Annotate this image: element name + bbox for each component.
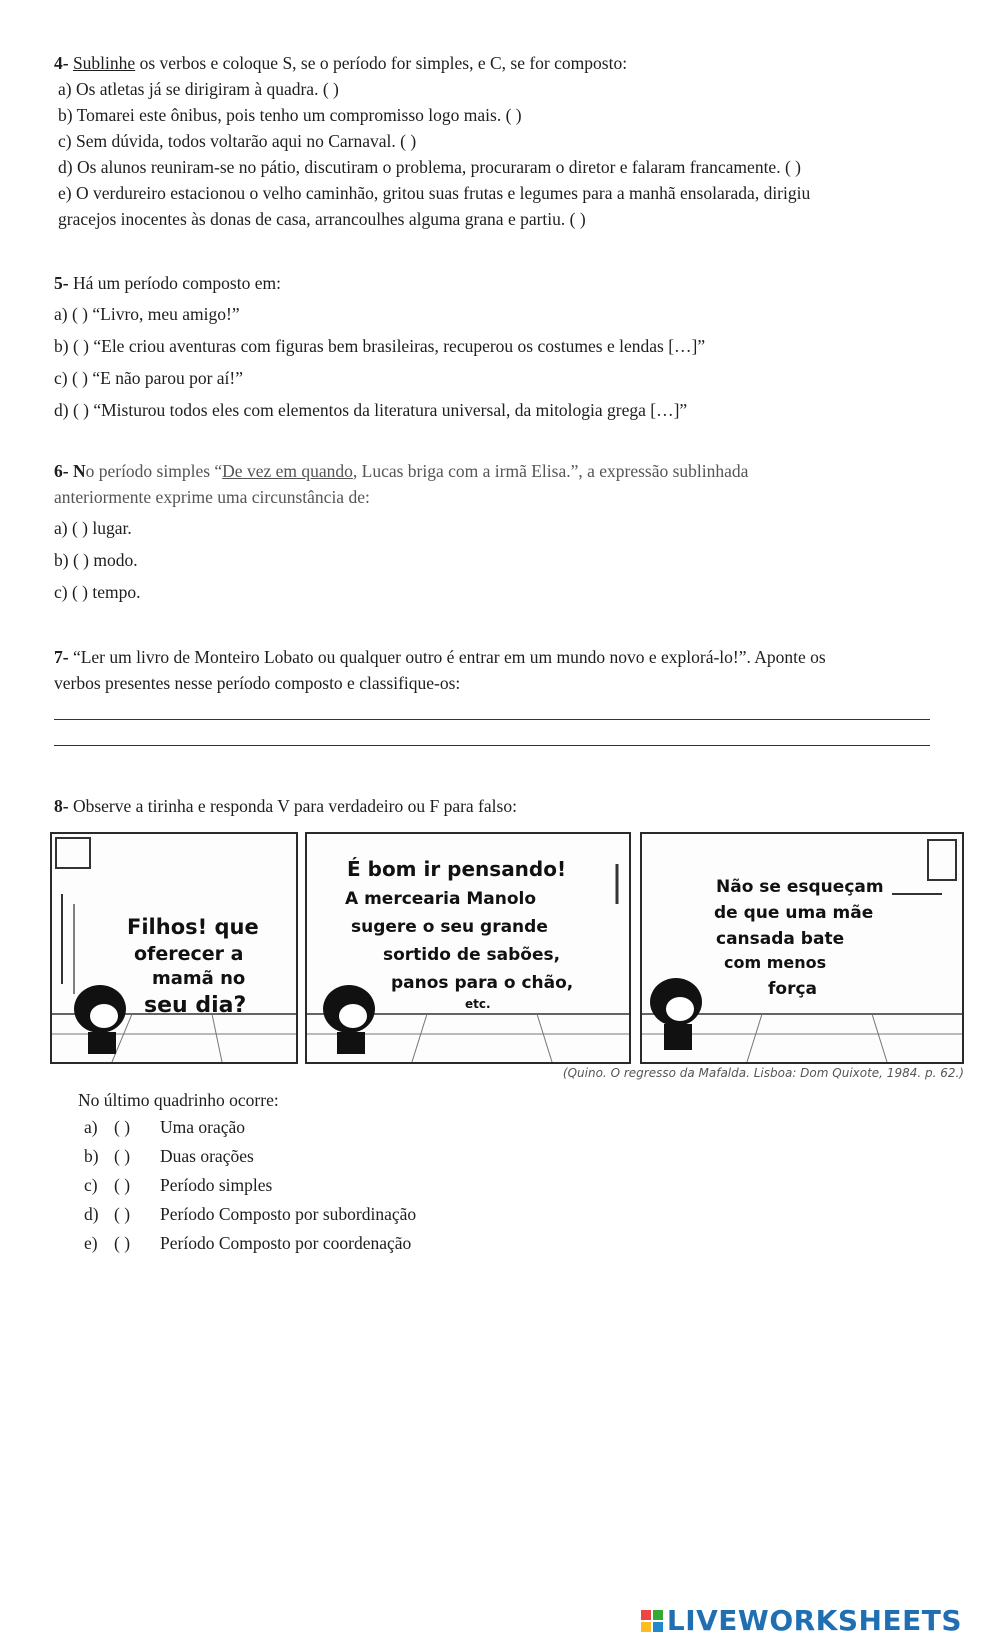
option-a[interactable]: a) ( ) “Livro, meu amigo!” — [54, 304, 240, 324]
question-number: 7- — [54, 647, 69, 667]
question-7 — [54, 644, 954, 696]
option-b[interactable]: b) ( ) “Ele criou aventuras com figuras bem brasileiras, recuperou os costumes e lendas […]” — [54, 336, 706, 356]
option-c[interactable] — [78, 1171, 416, 1200]
item-e-continued[interactable]: gracejos inocentes às donas de casa, arrancoulhes alguma grana e partiu. ( ) — [58, 209, 586, 229]
question-number: 5- — [54, 273, 69, 293]
underlined-word: Sublinhe — [72, 53, 136, 73]
comic-text: Não se esqueçam — [716, 877, 884, 897]
comic-text: É bom ir pensando! — [347, 857, 567, 881]
prompt-text: o período simples “ — [85, 461, 223, 481]
underlined-expression: De vez em quando — [222, 461, 353, 481]
comic-text: com menos — [724, 953, 827, 972]
prompt-text: , Lucas briga com a irmã Elisa.”, a expressão sublinhada — [352, 461, 749, 481]
option-b[interactable] — [78, 1142, 416, 1171]
prompt-text: Há um período composto em: — [68, 273, 281, 293]
prompt-text: “Ler um livro de Monteiro Lobato ou qualquer outro é entrar em um mundo novo e explorá-lo!”. Aponte os — [68, 647, 826, 667]
question-8 — [54, 793, 954, 819]
option-b[interactable]: b) ( ) modo. — [54, 550, 138, 570]
comic-text: cansada bate — [716, 929, 845, 949]
question-number: 4- — [54, 53, 69, 73]
question-6 — [54, 458, 954, 608]
option-text: Período Composto por subordinação — [160, 1204, 417, 1224]
comic-panel-3 — [640, 832, 964, 1064]
comic-text: Filhos! que — [127, 915, 259, 939]
item-d[interactable]: d) Os alunos reuniram-se no pátio, discutiram o problema, procuraram o diretor e falaram francamente. ( ) — [58, 157, 801, 177]
option-letter: b) — [84, 1146, 99, 1166]
comic-panel-1-drawing — [52, 834, 296, 1062]
answer-box[interactable]: ( ) — [114, 1175, 131, 1195]
question-6-prompt — [54, 458, 954, 484]
answer-line-2[interactable] — [54, 745, 930, 746]
question-8-prompt — [54, 793, 954, 819]
comic-text: seu dia? — [144, 993, 247, 1018]
item-a[interactable]: a) Os atletas já se dirigiram à quadra. ( ) — [58, 79, 339, 99]
option-letter: d) — [84, 1204, 99, 1224]
prompt-text-continued: anteriormente exprime uma circunstância de: — [54, 487, 370, 507]
comic-text: força — [768, 979, 818, 999]
mafalda-comic-strip — [50, 832, 965, 1062]
prompt-text: os verbos e coloque S, se o período for simples, e C, se for composto: — [135, 53, 628, 73]
question-number: 6- N — [54, 461, 86, 481]
liveworksheets-grid-icon — [641, 1610, 663, 1632]
comic-text: sortido de sabões, — [383, 945, 561, 965]
question-5-prompt — [54, 270, 954, 296]
comic-panel-3-drawing — [642, 834, 962, 1062]
item-e[interactable]: e) O verdureiro estacionou o velho caminhão, gritou suas frutas e legumes para a manhã ensolarada, dirigiu — [58, 183, 811, 203]
item-c[interactable]: c) Sem dúvida, todos voltarão aqui no Carnaval. ( ) — [58, 131, 417, 151]
question-8-subprompt: No último quadrinho ocorre: — [78, 1090, 279, 1110]
answer-box[interactable]: ( ) — [114, 1117, 131, 1137]
prompt-text-continued: verbos presentes nesse período composto e classifique-os: — [54, 673, 461, 693]
option-text: Duas orações — [160, 1146, 254, 1166]
answer-box[interactable]: ( ) — [114, 1146, 131, 1166]
question-8-choices — [78, 1090, 416, 1258]
comic-credit: (Quino. O regresso da Mafalda. Lisboa: Dom Quixote, 1984. p. 62.) — [562, 1066, 964, 1080]
comic-text: sugere o seu grande — [351, 917, 548, 937]
answer-box[interactable]: ( ) — [114, 1204, 131, 1224]
comic-panel-1 — [50, 832, 298, 1064]
option-e[interactable] — [78, 1229, 416, 1258]
option-letter: a) — [84, 1117, 98, 1137]
question-number: 8- — [54, 796, 69, 816]
comic-text: de que uma mãe — [714, 903, 874, 923]
option-text: Uma oração — [160, 1117, 246, 1137]
option-text: Período simples — [160, 1175, 273, 1195]
comic-text: A mercearia Manolo — [345, 889, 537, 909]
liveworksheets-logo — [641, 1604, 962, 1637]
option-a[interactable] — [78, 1113, 416, 1142]
question-5 — [54, 270, 954, 426]
comic-panel-2-drawing — [307, 834, 629, 1062]
answer-line-1[interactable] — [54, 719, 930, 720]
comic-text: mamã no — [152, 968, 246, 989]
comic-text: etc. — [465, 997, 491, 1011]
option-text: Período Composto por coordenação — [160, 1233, 412, 1253]
option-c[interactable]: c) ( ) “E não parou por aí!” — [54, 368, 243, 388]
question-7-prompt — [54, 644, 954, 670]
question-4 — [54, 50, 954, 232]
option-letter: e) — [84, 1233, 98, 1253]
brand-text: LIVEWORKSHEETS — [666, 1604, 962, 1637]
option-d[interactable]: d) ( ) “Misturou todos eles com elementos da literatura universal, da mitologia grega […]” — [54, 400, 688, 420]
question-4-prompt — [54, 50, 954, 76]
option-a[interactable]: a) ( ) lugar. — [54, 518, 132, 538]
comic-panel-2 — [305, 832, 631, 1064]
answer-box[interactable]: ( ) — [114, 1233, 131, 1253]
option-c[interactable]: c) ( ) tempo. — [54, 582, 141, 602]
option-letter: c) — [84, 1175, 98, 1195]
comic-text: oferecer a — [134, 943, 244, 965]
comic-text: panos para o chão, — [391, 973, 574, 993]
prompt-text: Observe a tirinha e responda V para verdadeiro ou F para falso: — [68, 796, 517, 816]
option-d[interactable] — [78, 1200, 416, 1229]
item-b[interactable]: b) Tomarei este ônibus, pois tenho um compromisso logo mais. ( ) — [58, 105, 522, 125]
